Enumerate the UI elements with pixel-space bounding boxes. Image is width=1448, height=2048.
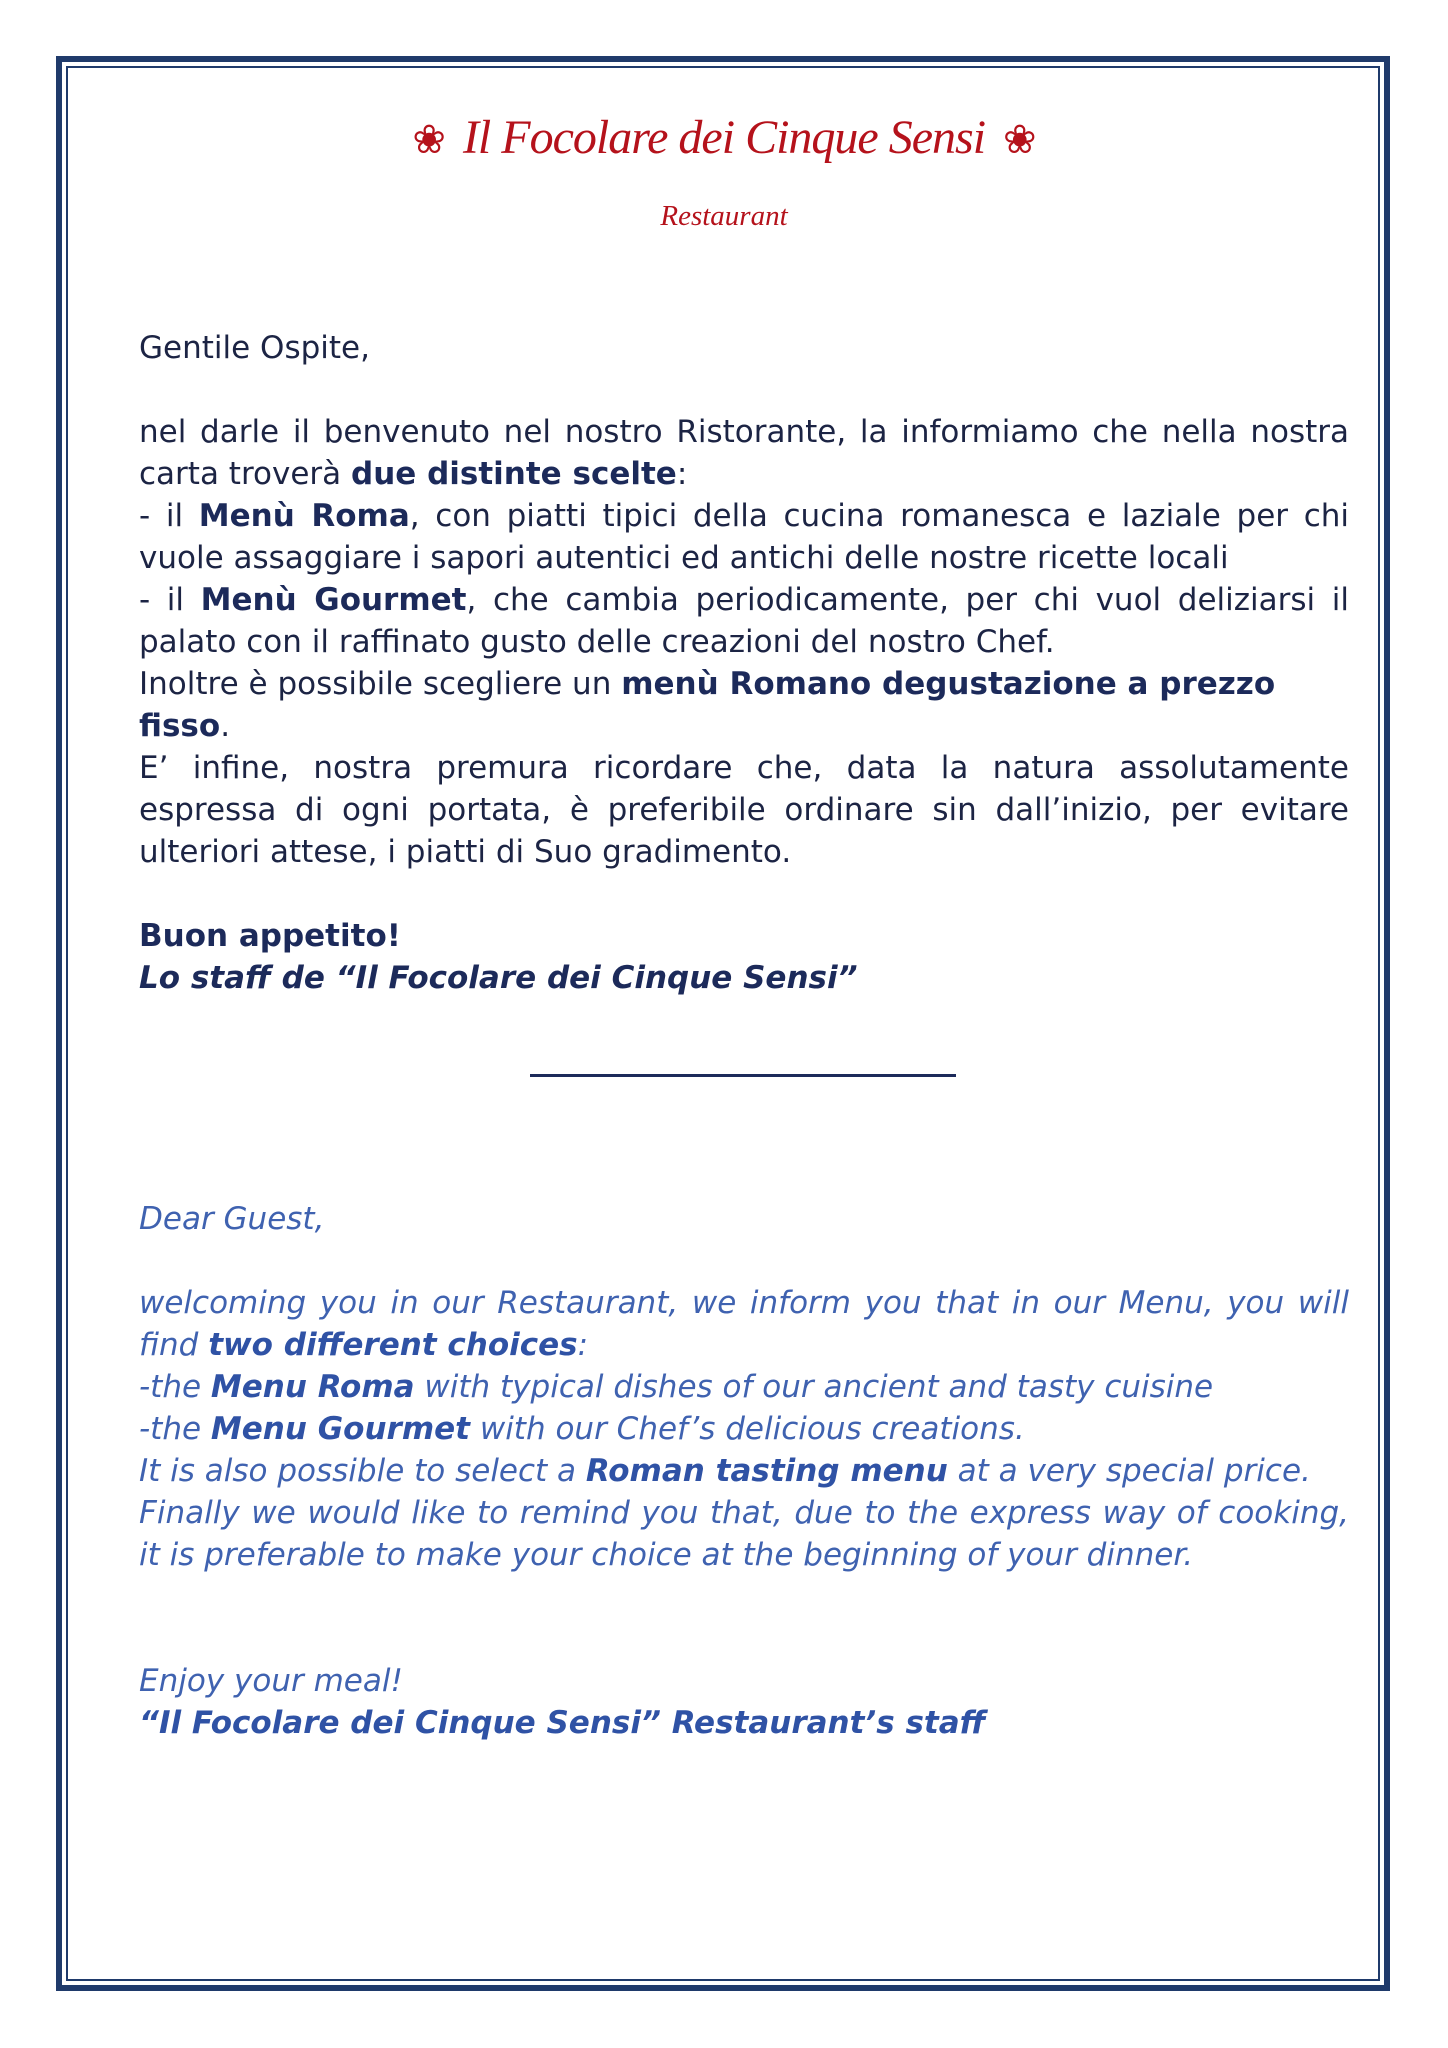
italian-intro [139, 411, 1349, 495]
italian-intro-text: nel darle il benvenuto nel nostro Ristorante, la informiamo che nella nostra carta troverà [139, 414, 1349, 492]
right-ornament-icon: ❀ [1003, 117, 1036, 162]
english-finally: Finally we would like to remind you that, due to the express way of cooking, it is preferable to make your choice at the beginning of your dinner. [139, 1495, 1349, 1573]
english-gourmet-text: with our Chef’s delicious creations. [469, 1411, 1025, 1447]
italian-gourmet-bold: Menù Gourmet [200, 582, 467, 618]
italian-signature: Lo staff de “Il Focolare dei Cinque Sensi” [139, 960, 858, 996]
italian-roma-prefix: - il [139, 498, 199, 534]
english-menu-gourmet [139, 1408, 1349, 1450]
english-tasting-bold: Roman tasting menu [585, 1453, 948, 1489]
italian-closing: Buon appetito! [139, 918, 401, 954]
english-tasting-menu [139, 1450, 1349, 1492]
english-closing: Enjoy your meal! [139, 1663, 403, 1699]
english-roma-bold: Menu Roma [210, 1369, 415, 1405]
english-tasting-text: It is also possible to select a [139, 1453, 586, 1489]
italian-intro-bold: due distinte scelte [351, 456, 677, 492]
english-intro-end: : [577, 1327, 589, 1363]
english-roma-prefix: -the [139, 1369, 211, 1405]
italian-greeting: Gentile Ospite, [139, 330, 370, 366]
restaurant-subtitle: Restaurant [660, 200, 788, 232]
english-intro-bold: two different choices [208, 1327, 578, 1363]
italian-section [139, 327, 1349, 999]
italian-tasting-end: . [220, 708, 231, 744]
english-gourmet-prefix: -the [139, 1411, 211, 1447]
english-menu-roma [139, 1366, 1349, 1408]
italian-intro-end: : [676, 456, 688, 492]
italian-tasting-text: Inoltre è possibile scegliere un [139, 666, 622, 702]
italian-tasting-bold: menù Romano degustazione a prezzo fisso [139, 666, 1276, 744]
restaurant-name: Il Focolare dei Cinque Sensi [462, 111, 986, 164]
english-gourmet-bold: Menu Gourmet [210, 1411, 470, 1447]
section-divider [530, 1074, 956, 1077]
italian-gourmet-text: , che cambia periodicamente, per chi vuol deliziarsi il palato con il raffinato gusto delle creazioni del nostro Chef. [139, 582, 1350, 660]
english-roma-text: with typical dishes of our ancient and tasty cuisine [414, 1369, 1214, 1405]
english-intro-text: welcoming you in our Restaurant, we inform you that in our Menu, you will find [139, 1285, 1349, 1363]
italian-roma-bold: Menù Roma [198, 498, 410, 534]
italian-roma-text: , con piatti tipici della cucina romanesca e laziale per chi vuole assaggiare i sapori autentici ed antichi delle nostre ricette locali [139, 498, 1350, 576]
italian-menu-gourmet [139, 579, 1349, 663]
italian-finally: E’ infine, nostra premura ricordare che, data la natura assolutamente espressa di ogni portata, è preferibile ordinare sin dall’inizio, per evitare ulteriori attese, i piatti di Suo gradimento. [139, 750, 1349, 870]
italian-gourmet-prefix: - il [139, 582, 201, 618]
english-section [139, 1198, 1349, 1744]
english-intro [139, 1282, 1349, 1366]
italian-menu-roma [139, 495, 1349, 579]
english-greeting: Dear Guest, [139, 1201, 325, 1237]
italian-tasting-menu [139, 663, 1349, 747]
english-tasting-end: at a very special price. [947, 1453, 1311, 1489]
restaurant-title [0, 110, 1448, 165]
left-ornament-icon: ❀ [412, 117, 445, 162]
english-signature: “Il Focolare dei Cinque Sensi” Restaurant’s staff [139, 1705, 986, 1741]
